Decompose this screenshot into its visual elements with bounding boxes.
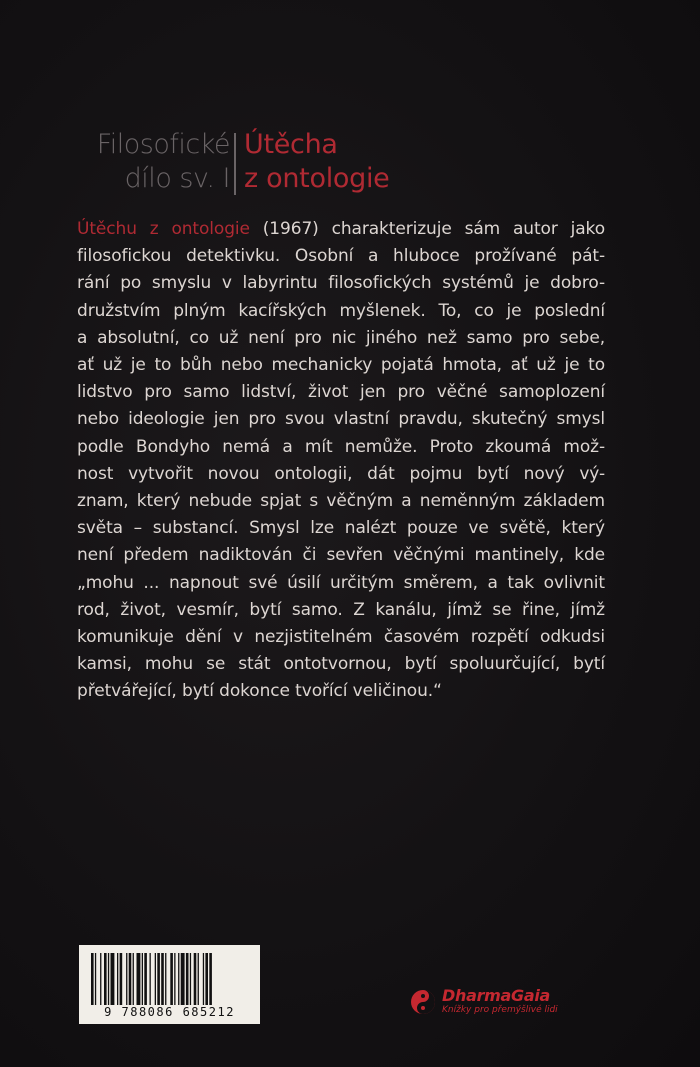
- blurb-line: ať už je to bůh nebo mechanicky pojatá hmota, ať už je to: [77, 355, 605, 376]
- blurb-line: „mohu ... napnout své úsilí určitým směrem, a tak ovlivnit: [77, 572, 605, 593]
- blurb-line: lidstvo pro samo lidství, život jen pro věčné samoplození: [77, 382, 605, 403]
- series-label: [60, 128, 230, 196]
- blurb-line: filosofickou detektivku. Osobní a hluboce prožívané pát-: [77, 246, 605, 267]
- yin-yang-icon: [410, 989, 436, 1015]
- blurb-line-last: přetvářející, bytí dokonce tvořící veličinou.“: [77, 681, 442, 702]
- publisher-name: DharmaGaia: [442, 986, 551, 1005]
- isbn-number: 9 788086 685212: [104, 1005, 235, 1019]
- blurb-text: [77, 216, 605, 706]
- blurb-line: nost vytvořit novou ontologii, dát pojmu bytí nový vý-: [77, 463, 605, 484]
- blurb-line-first: [77, 216, 605, 243]
- blurb-line: kamsi, mohu se stát ontotvornou, bytí spoluurčující, bytí: [77, 654, 605, 675]
- book-title: [244, 128, 389, 196]
- blurb-title-highlight: Útěchu z ontologie: [77, 219, 250, 239]
- series-line-2: dílo sv. I: [124, 163, 230, 194]
- blurb-line: světa – substancí. Smysl lze nalézt pouze ve světě, který: [77, 518, 605, 539]
- title-line-2: z ontologie: [244, 163, 390, 194]
- blurb-line: znam, který nebude spjat s věčným a neměnným základem: [77, 491, 605, 512]
- blurb-line: a absolutní, co už není pro nic jiného než samo pro sebe,: [77, 327, 605, 348]
- blurb-line: rání po smyslu v labyrintu filosofických systémů je dobro-: [77, 273, 605, 294]
- publisher-logo: [410, 986, 610, 1022]
- blurb-line: rod, život, vesmír, bytí samo. Z kanálu, jímž se řine, jímž: [77, 599, 605, 620]
- blurb-line: komunikuje dění v nezjistitelném časovém rozpětí odkudsi: [77, 627, 605, 648]
- publisher-tagline: Knížky pro přemýšlivé lidi: [442, 1005, 558, 1015]
- title-line-1: Útěcha: [244, 129, 338, 160]
- blurb-line: družstvím plným kacířských myšlenek. To, co je poslední: [77, 300, 605, 321]
- title-divider: [234, 133, 236, 195]
- blurb-line: nebo ideologie jen pro svou vlastní pravdu, skutečný smysl: [77, 409, 605, 430]
- blurb-line: není předem nadiktován či sevřen věčnými mantinely, kde: [77, 545, 605, 566]
- barcode-bars: [91, 953, 248, 1005]
- barcode: [79, 945, 260, 1024]
- blurb-line: podle Bondyho nemá a mít nemůže. Proto zkoumá mož-: [77, 436, 605, 457]
- series-line-1: Filosofické: [96, 129, 230, 160]
- blurb-first-rest: (1967) charakterizuje sám autor jako: [249, 219, 605, 239]
